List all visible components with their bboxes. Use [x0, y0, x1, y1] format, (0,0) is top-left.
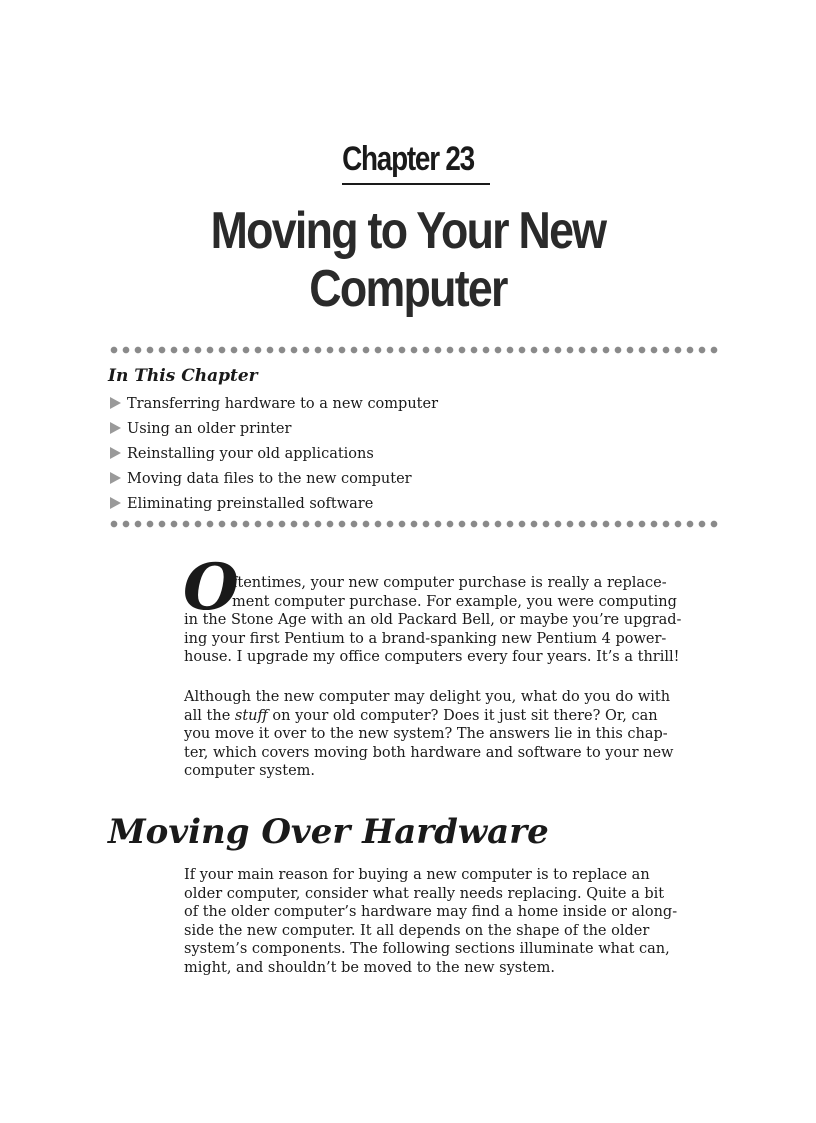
chapter-title-line-1: Moving to Your New [210, 202, 606, 260]
list-item: Transferring hardware to a new computer [110, 393, 438, 418]
arrow-bullet-icon [110, 472, 121, 484]
arrow-bullet-icon [110, 497, 121, 509]
list-item: Eliminating preinstalled software [110, 493, 438, 518]
in-this-chapter-list [110, 393, 438, 518]
chapter-title [150, 202, 666, 318]
chapter-number: Chapter 23 [342, 140, 474, 178]
chapter-underline [342, 183, 490, 185]
dotted-divider-bottom [108, 519, 720, 529]
list-item: Reinstalling your old applications [110, 443, 438, 468]
emphasis-stuff: stuff [234, 707, 268, 724]
section-heading: Moving Over Hardware [108, 812, 549, 852]
drop-cap: O [183, 550, 239, 625]
arrow-bullet-icon [110, 422, 121, 434]
intro-paragraph-1-lead: ftentimes, your new computer purchase is really a replace- ment computer purchase. For example, you were computing [232, 575, 677, 610]
arrow-bullet-icon [110, 397, 121, 409]
dotted-divider-top [108, 345, 720, 355]
intro-paragraph-2: Although the new computer may delight you, what do you do with all the stuff on your old computer? Does it just sit there? Or, can you move it over to the new system? The answers lie in this chap- ter, which covers moving both hardware and software to your new computer system. [184, 689, 674, 779]
arrow-bullet-icon [110, 447, 121, 459]
in-this-chapter-heading: In This Chapter [108, 366, 258, 386]
chapter-title-line-2: Computer [309, 260, 507, 318]
list-item: Moving data files to the new computer [110, 468, 438, 493]
list-item: Using an older printer [110, 418, 438, 443]
section-paragraph: If your main reason for buying a new computer is to replace an older computer, consider what really needs replacing. Quite a bit of the older computer’s hardware may find a home inside or along- side the new computer. It all depends on the shape of the older system’s components. The following sections illuminate what can, might, and shouldn’t be moved to the new system. [184, 867, 678, 976]
intro-paragraph-1: in the Stone Age with an old Packard Bell, or maybe you’re upgrad- ing your first Pentium to a brand-spanking new Pentium 4 power- house. I upgrade my office computers every four years. It’s a thrill! [184, 612, 682, 665]
